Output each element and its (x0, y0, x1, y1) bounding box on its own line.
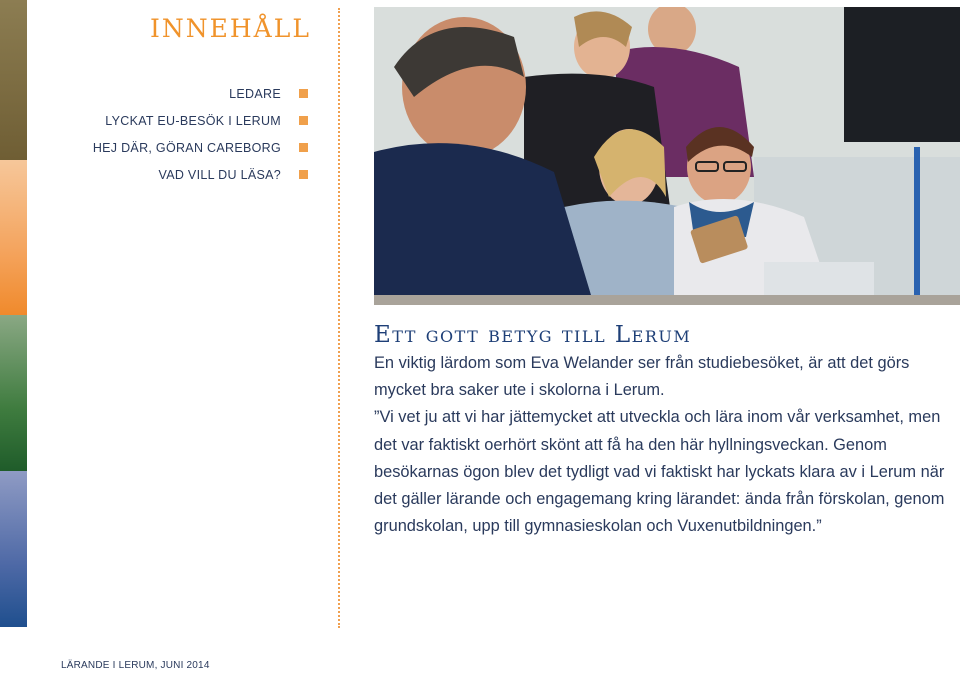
color-strip-orange (0, 160, 27, 315)
group-photo-illustration (374, 7, 960, 305)
toc-item-label: LEDARE (229, 86, 281, 101)
toc-item-label: HEJ DÄR, GÖRAN CAREBORG (92, 140, 281, 155)
toc-item-vad-vill-du-lasa[interactable] (93, 161, 308, 188)
square-bullet-icon (299, 143, 308, 152)
toc-item-eu-besok[interactable] (93, 107, 308, 134)
toc-list (93, 80, 308, 188)
square-bullet-icon (299, 170, 308, 179)
color-strip-green (0, 315, 27, 471)
article-headline: Ett gott betyg till Lerum (374, 322, 692, 348)
toc-item-label: VAD VILL DU LÄSA? (158, 167, 281, 182)
toc-item-hej-dar[interactable] (93, 134, 308, 161)
article-photo (374, 7, 960, 305)
article-quote: ”Vi vet ju att vi har jättemycket att utveckla och lära inom vår verksamhet, men det var faktiskt oerhört skönt att få ha den här hyllningsveckan. Genom besökarnas ögon blev det tydligt vad vi faktiskt har lyckats klara av i Lerum när det gäller lärande och engagemang kring lärandet: ända från förskolan, genom grundskolan, upp till gymnasieskolan och Vuxenutbildningen.” (374, 408, 945, 536)
toc-item-label: LYCKAT EU-BESÖK I LERUM (105, 113, 281, 128)
square-bullet-icon (299, 89, 308, 98)
square-bullet-icon (299, 116, 308, 125)
color-strip (0, 0, 27, 627)
color-strip-brown (0, 0, 27, 160)
color-strip-blue (0, 471, 27, 627)
article-body (374, 350, 960, 540)
toc-item-ledare[interactable] (93, 80, 308, 107)
article-paragraph: En viktig lärdom som Eva Welander ser från studiebesöket, är att det görs mycket bra saker ute i skolorna i Lerum. (374, 354, 910, 400)
toc-title: INNEHÅLL (150, 14, 311, 43)
dotted-divider (338, 8, 340, 628)
page-footer: LÄRANDE I LERUM, JUNI 2014 (61, 660, 210, 671)
